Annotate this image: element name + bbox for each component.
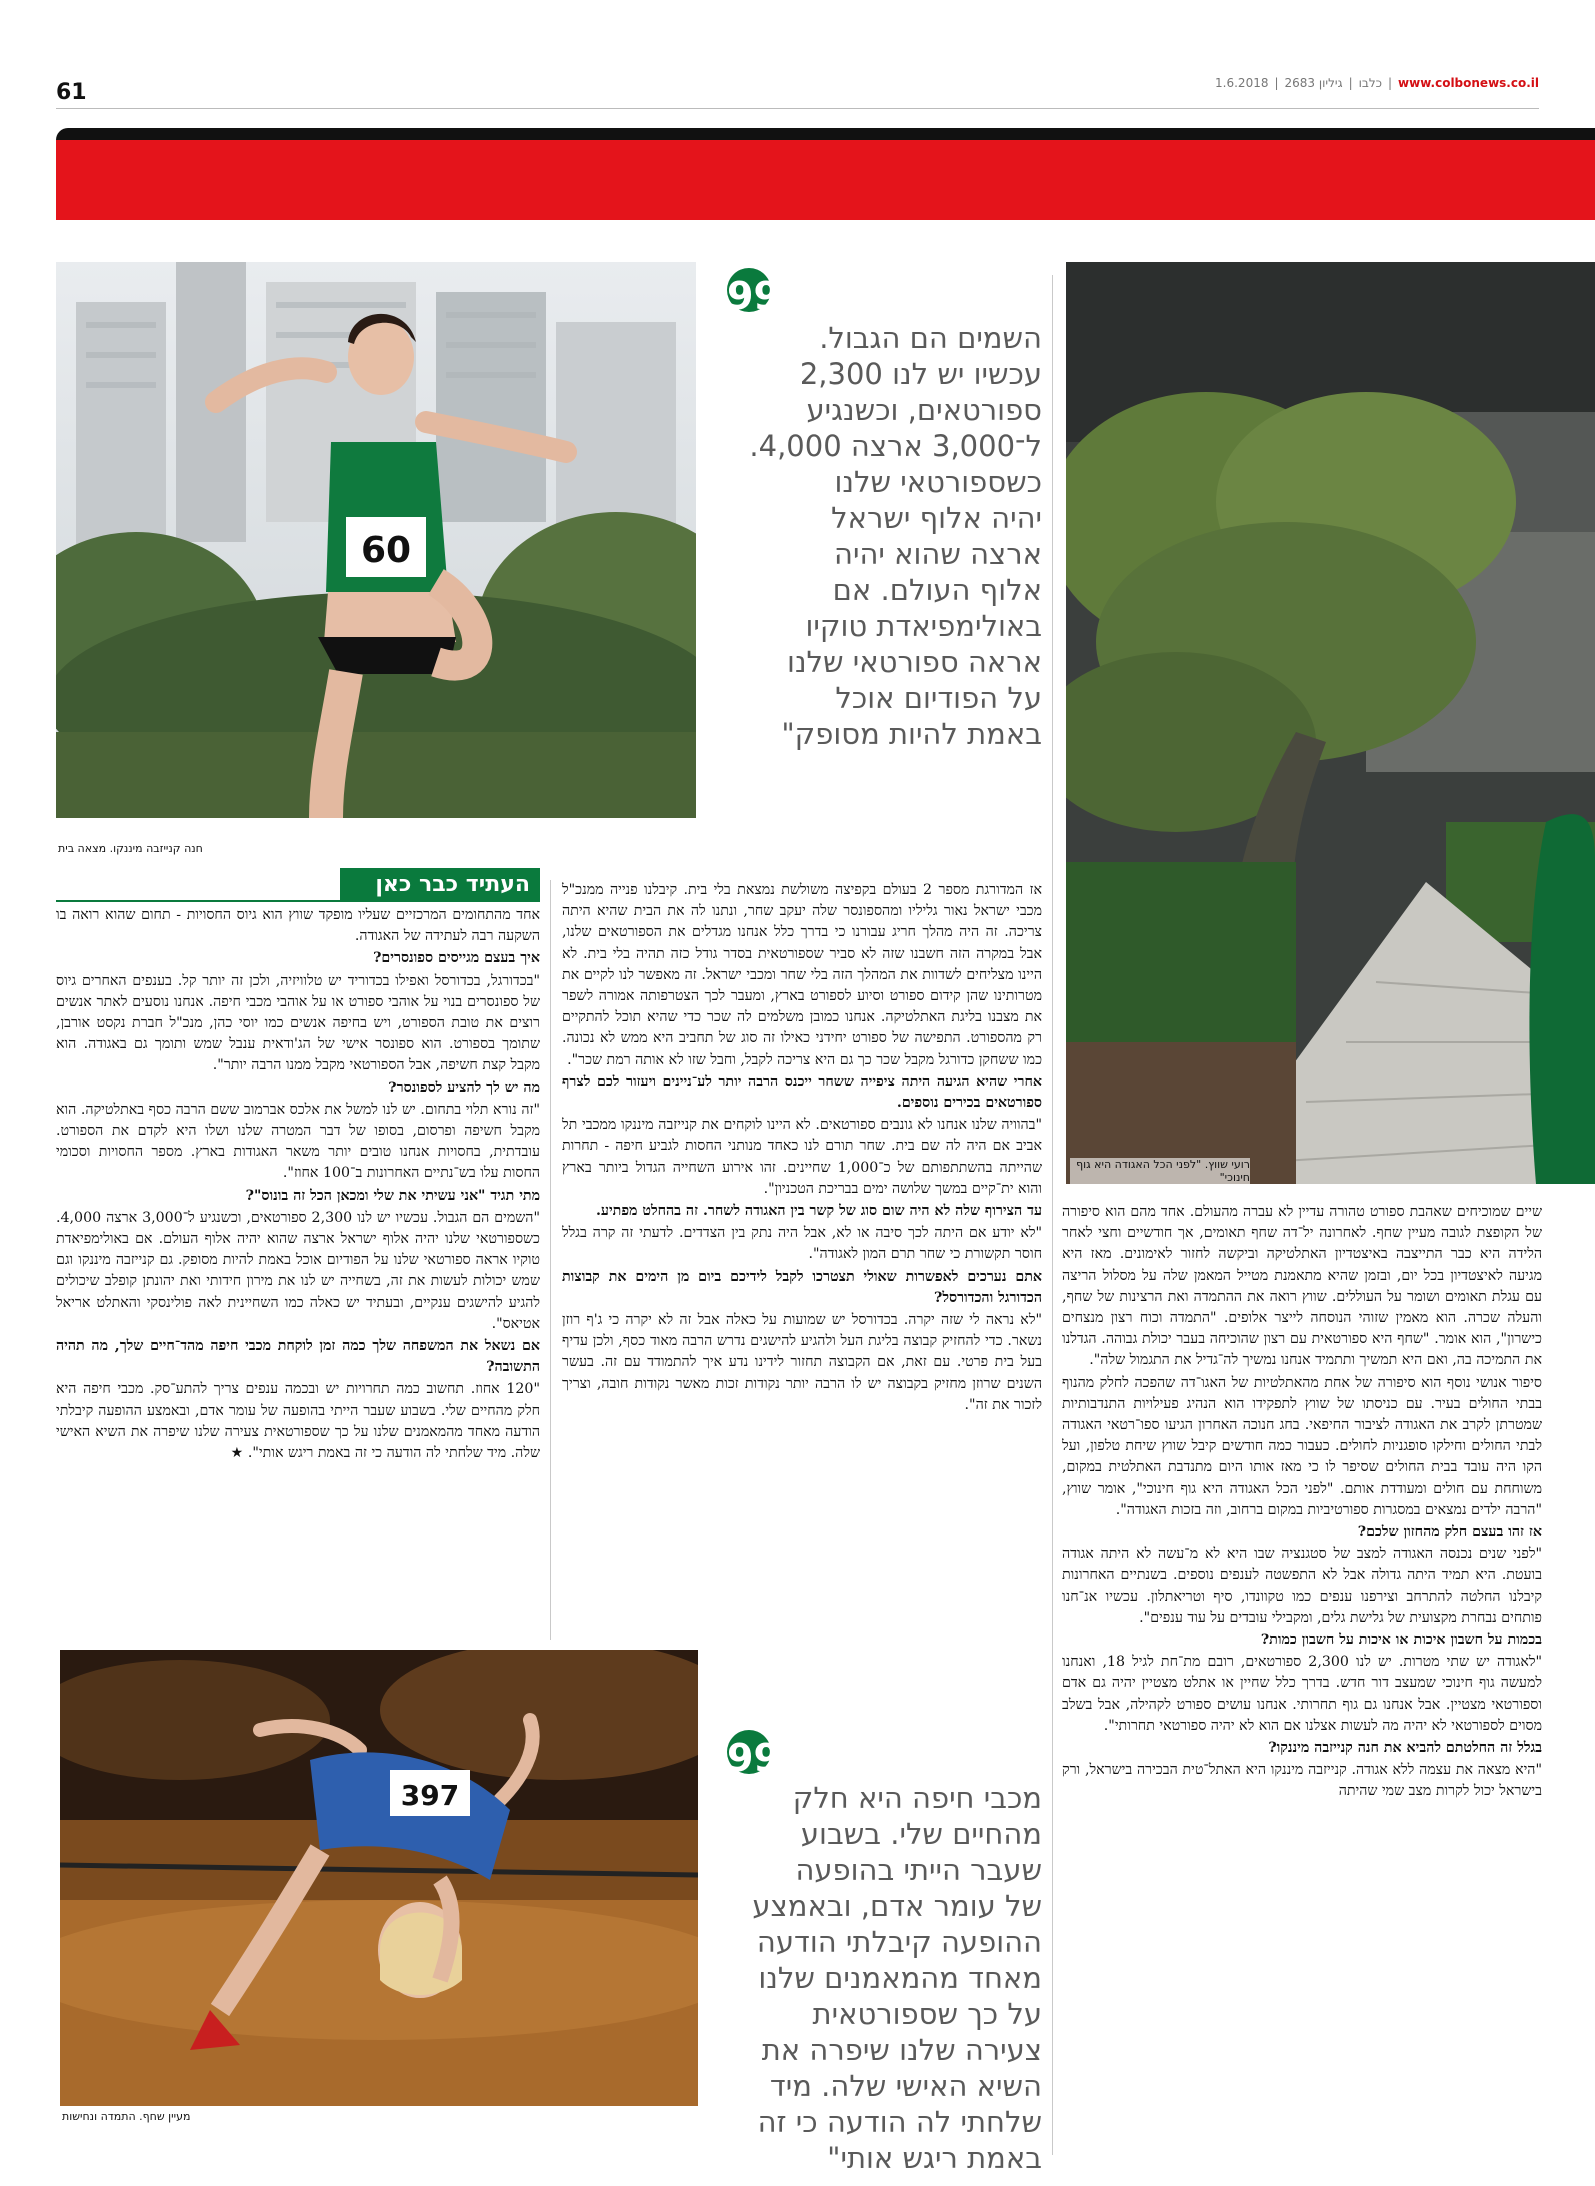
athlete-photo xyxy=(56,262,696,818)
article-column-middle xyxy=(562,880,1042,1640)
paragraph: "השמים הם הגבול. עכשיו יש לנו 2,300 ספורטאים, וכשנגיע ל־3,000 ארצה 4,000. כשספורטאי שלנו יהיה אלוף ישראל ארצה שהוא יהיה אלוף העולם. אם באולימפיאדת טוקיו אראה ספורטאי שלנו על הפודיום אוכל באמת להיות מסופק. גם קנייזבה מיננקו וגם שמש יכולות לעשות את זה, בשחייה יש לנו את מירון חידותי ואת יהונתן קופלב שיכולים להגיע להישגים ענקיים, ובעתיד יש כאלה כמו השחיינית לאה פולינסקי והאתלט אריאל אטיאס". xyxy=(56,1209,540,1332)
column-divider xyxy=(550,880,551,1640)
paragraph: אז המדורגת מספר 2 בעולם בקפיצה משולשת נמצאת בלי בית. קיבלנו פנייה ממנכ"ל מכבי ישראל נאור גליליו ומהספונסר שלה יעקב שחר, ונתנו לה את הבית שהיא היתה צריכה. זה היה מהלך חריג עבורנו כי בדרך כלל אנחנו מגדלים את הספורטאים שלנו, אבל במקרה הזה חשבנו שזה לא סביר שספורטאית בסדר גודל כזה תהיה בלי בית. לא היינו מצליחים לשדוות את המהלך הזה בלי שחר ומכבי ישראל. זה מאפשר לנו לקיים את מטרותינו שהן קידום ספורט וסיוע לספורט בארץ, ומעבר לכך הצטרפותה אמורה לשפר את מצבנו בליגת האתלטיקה. אנחנו כמובן משלמים לה שכר כדי שהיא תוכל להתקיים רק מהספורט. התפישה של ספורט יחידני כאילו זה סוג של תחביב היא ממש לא נכונה. כמו ששחקן כדורגל מקבל שכר כך גם היא צריכה לקבל, וחבל שזו לא אותה רמת שכר". xyxy=(562,882,1042,1068)
paragraph: "בכדורגל, בכדורסל ואפילו בכדוריד יש טלוויזיה, ולכן זה יותר קל. בענפים האחרים גיוס של ספונסרים בנוי על אוהבי ספורט או על אוהבי מכבי חיפה. אנחנו נוסעים לאתר אנשים רוצים את טובת הספורט, ויש בחיפה אנשים כמו יוסי כהן, מנכ"ל חברת נקסט אורבן, שתומך בספורט. הוא ספונסר אישי של הג'ודאית ענבל שמש ותומך גם באגודה. הוא מקבל קצת חשיפה, אבל הספורטאי מקבל ממנו הרבה יותר". xyxy=(56,972,540,1074)
header-black-band xyxy=(56,128,1595,140)
quote-mark-icon: 99 xyxy=(727,1730,771,1774)
paragraph: "בהוויה שלנו אנחנו לא גונבים ספורטאים. לא היינו לוקחים את קנייזבה מיננקו ממכבי תל אביב אם היה לה שם בית. שחר תורם לנו כאחד מנותני החסות לגביע חיפה - תחרות שהייתה בהשתתפותם של כ־1,000 שחיינים. זהו אירוע השחייה הגדול ביותר בארץ והוא ית־קיים במשך שלושה ימים בבריכת הטכניון". xyxy=(562,1117,1042,1197)
section-heading: העתיד כבר כאן xyxy=(340,868,540,902)
paragraph: "לא נראה לי שזה יקרה. בכדורסל יש שמועות על כאלה אבל זה לא יקרה כי ג'ף רוזן נשאר. כדי להחזיק קבוצה בליגת העל ולהגיע להישגים נדרש הרבה מאוד כסף, ולכן עדיף בעל בית פרטי. עם זאת, אם הקבוצה תחזור לידינו נדע איך להתמודד עם זה. בעשר השנים שרוזן מחזיק בקבוצה יש לו הרבה יותר נקודות זכות מאשר נקודות חובה, וצריך לזכור את זה". xyxy=(562,1312,1042,1413)
athlete-bib-number: 60 xyxy=(360,530,412,571)
interview-question: אתם נערכים לאפשרות שאולי תצטרכו לקבל לידיכם ביום מן הימים את קבוצות הכדורגל והכדורסל? xyxy=(562,1268,1042,1306)
garden-caption: רועי שווץ. "לפני הכל האגודה היא גוף חינוכי" xyxy=(1070,1158,1250,1184)
highjump-photo xyxy=(60,1650,698,2106)
issue-date: 1.6.2018 xyxy=(1215,76,1269,90)
page-number: 61 xyxy=(56,80,87,105)
paragraph: "לאגודה יש שתי מטרות. יש לנו 2,300 ספורטאים, רובם מת־חת לגיל 18, ואנחנו למעשה גוף חינוכי שמעצב דור חדש. בדרך כלל שחיין או אתלט מצטיין יהיה גם אדם וספורטאי מצטיין. אבל אנחנו גם גוף תחרותי. אנחנו עושים ספורט לקהילה, אבל בשלב מסוים לספורטאי לא יהיה מה לעשות אצלנו אם הוא לא יהיה ספורטאי תחרותי". xyxy=(1062,1654,1542,1734)
paragraph: "לא יודע אם היתה לכך סיבה או לא, אבל היה נתק בין הצדדים. לדעתי זה קרה בגלל חוסר תקשורת כי שחר תרם המון לאגודה". xyxy=(562,1225,1042,1263)
issue-info: 1.6.2018 | גיליון 2683 | כלבו | www.colbonews.co.il xyxy=(1215,76,1539,90)
header-red-band xyxy=(56,140,1595,220)
article-column-left xyxy=(56,905,540,1665)
interview-question: אם נשאל את המשפחה שלך כמה זמן לוקחת מכבי חיפה מהד־חיים שלך, מה תהיה התשובה? xyxy=(56,1338,540,1376)
header-rule xyxy=(56,108,1539,109)
pull-quote-2: מכבי חיפה היא חלק מהחיים שלי. בשבוע שעבר הייתי בהופעה של עומר אדם, ובאמצע ההופעה קיבלתי הודעה מאחד מהמאמנים שלנו על כך שספורטאית צעירה שלנו שיפרה את השיא האישי שלה. מיד שלחתי לה הודעה כי זה באמת ריגש אותי" xyxy=(752,1781,1042,2175)
paragraph: "היא מצאה את עצמה ללא אגודה. קנייזבה מיננקו היא האתל־טית הבכירה בישראל, ורק בישראל יכול לקרות מצב שמי שהיתה xyxy=(1062,1762,1542,1800)
highjump-bib-number: 397 xyxy=(400,1779,460,1812)
issue-number: גיליון 2683 xyxy=(1284,76,1343,90)
paragraph: "לפני שנים נכנסה האגודה למצב של סטגנציה שבו היא לא מ־עשה לא היתה אגודה בועטת. היא תמיד היתה גדולה אבל לא התפשטה לענפים נוספים. בשנתיים האחרונות קיבלנו החלטה להתרחב וצירפנו ענפים כמו טקוונדו, סיף וטריאתלון. עכשיו אנ־חנו פותחים נבחרת מקצועית של גלישת גלים, ומקבילי עובדים על עוד ענפים". xyxy=(1062,1546,1542,1626)
interview-question: אז זהו בעצם חלק מהחזון שלכם? xyxy=(1357,1524,1542,1541)
site-link[interactable]: www.colbonews.co.il xyxy=(1398,76,1539,90)
paragraph: סיפור אנושי נוסף הוא סיפורה של אחת מהאתלטיות של האגו־דה שהפכה לחלק מהנוף בבתי החולים בעיר. עם כניסתו של שווץ לתפקידו הוא הנהיג פעילויות התנדבותיות שמטרתן לקרב את האגודה לציבור החיפאי. בחג חנוכה האחרון הגיעו ספו־רטאי האגודה לבתי החולים וחילקו סופגניות לחולים. כעבור כמה חודשים קיבל שווץ שיחת טלפון, ועל הקו היה עובד בבית החולים שסיפר לו כי מאז אותו היום מתנדבת האתלטית במקום, משוחחת עם חולים ומעודדת אותם. "לפני הכל האגודה היא גוף חינוכי", אומר שווץ, "הרבה ילדים נמצאים במסגרות ספורטיביות במקום ברחוב, וזה בזכות האגודה". xyxy=(1062,1374,1542,1518)
interview-question: בגלל זה החלטתם להביא את חנה קנייזבה מיננקו? xyxy=(1268,1740,1542,1757)
garden-photo xyxy=(1066,262,1595,1184)
interview-question: איך בעצם מגייסים ספונסרים? xyxy=(373,950,540,967)
athlete-caption: חנה קנייזבה מיננקו. מצאה בית xyxy=(58,842,203,855)
section-heading-rule xyxy=(56,900,540,902)
paragraph: "זה נורא תלוי בתחום. יש לנו למשל את אלכס אברמוב ששם הרבה כסף באתלטיקה. הוא מקבל חשיפה ופרסום, בסופו של דבר המטרה שלנו ושלו היא לקדם את הספורט. עובדתית, בחסויות אנחנו טובים יותר משאר האגודות בארץ. מספר החסויות וסכומי החסות עלו בש־נתיים האחרונות ב־100 אחוז". xyxy=(56,1101,540,1182)
paragraph: אחד מהתחומים המרכזיים שעליו מופקד שווץ הוא גיוס החסויות - תחום שהוא רואה בו השקעה רבה לעתידה של האגודה. xyxy=(56,907,540,945)
interview-question: עד הצירוף שלה לא היה שום סוג של קשר בין האגודה לשחר. זה בהחלט מפתיע. xyxy=(595,1203,1042,1220)
interview-question: בכמות על חשבון איכות או איכות על חשבון כמות? xyxy=(1260,1632,1542,1649)
highjump-caption: מעיין שחף. התמדה ונחישות xyxy=(62,2110,191,2123)
paragraph: שיים שמוכיחים שאהבת ספורט טהורה עדיין לא עברה מהעולם. אחד מהם הוא סיפורה של הקופצת לגובה מעיין שחף. לאחרונה יל־דה שחף תאומים, אך חודשיים וחצי לאחר הלידה היא כבר התייצבה באיצטדיון האתלטיקה וביקשה לחזור לאימונים. מאז היא מגיעה לאיצטדיון בכל יום, ובזמן שהיא מתאמנת מטייל המאמן שלה על מסלול הריצה עם עגלת תאומים ושומר על העוללים. שווץ רואה את ההתמדה ואת הרצינות של שחף, והעלה שכרה. הוא מאמין שזוהי הנוסחה לייצר אלופים. "התמדה וכוח רצון מנצחים כישרון", הוא אומר. "שחף היא ספורטאית עם רצון שהוכיחה בעבר יכולת גבוהה. הגדלנו את התמיכה בה, ואם היא תמשיך ותתמיד אנחנו נמשיך לה־גדיל את התגמול שלה". xyxy=(1062,1204,1542,1369)
interview-question: אחרי שהיא הגיעה היתה ציפייה ששחר ייכנס הרבה יותר לע־ניינים ויעזור לכם לצרף ספורטאים בכירים נוספים. xyxy=(562,1073,1042,1112)
interview-question: מתי תגיד "אני עשיתי את שלי ומכאן הכל זה בונוס"? xyxy=(245,1187,540,1204)
pull-quote-1: השמים הם הגבול. עכשיו יש לנו 2,300 ספורטאים, וכשנגיע ל־3,000 ארצה 4,000. כשספורטאי שלנו יהיה אלוף ישראל ארצה שהוא יהיה אלוף העולם. אם באולימפיאדת טוקיו אראה ספורטאי שלנו על הפודיום אוכל באמת להיות מסופק" xyxy=(749,321,1042,751)
paragraph: "120 אחוז. תחשוב כמה תחרויות יש ובכמה ענפים צריך להתע־סק. מכבי חיפה היא חלק מהחיים שלי. בשבוע שעבר הייתי בהופעה של עומר אדם, ובאמצע ההופעה קיבלתי הודעה מאחד מהמאמנים שלנו על כך שספורטאית צעירה שלנו שיפרה את השיא האישי שלה. מיד שלחתי לה הודעה כי זה באמת ריגש אותי". ★ xyxy=(56,1381,540,1462)
column-divider xyxy=(1052,275,1053,2155)
quote-mark-icon: 99 xyxy=(727,268,771,312)
article-column-right xyxy=(1062,1202,1542,2152)
interview-question: מה יש לך להציע לספונסר? xyxy=(388,1079,540,1096)
magazine-name: כלבו xyxy=(1358,76,1382,90)
